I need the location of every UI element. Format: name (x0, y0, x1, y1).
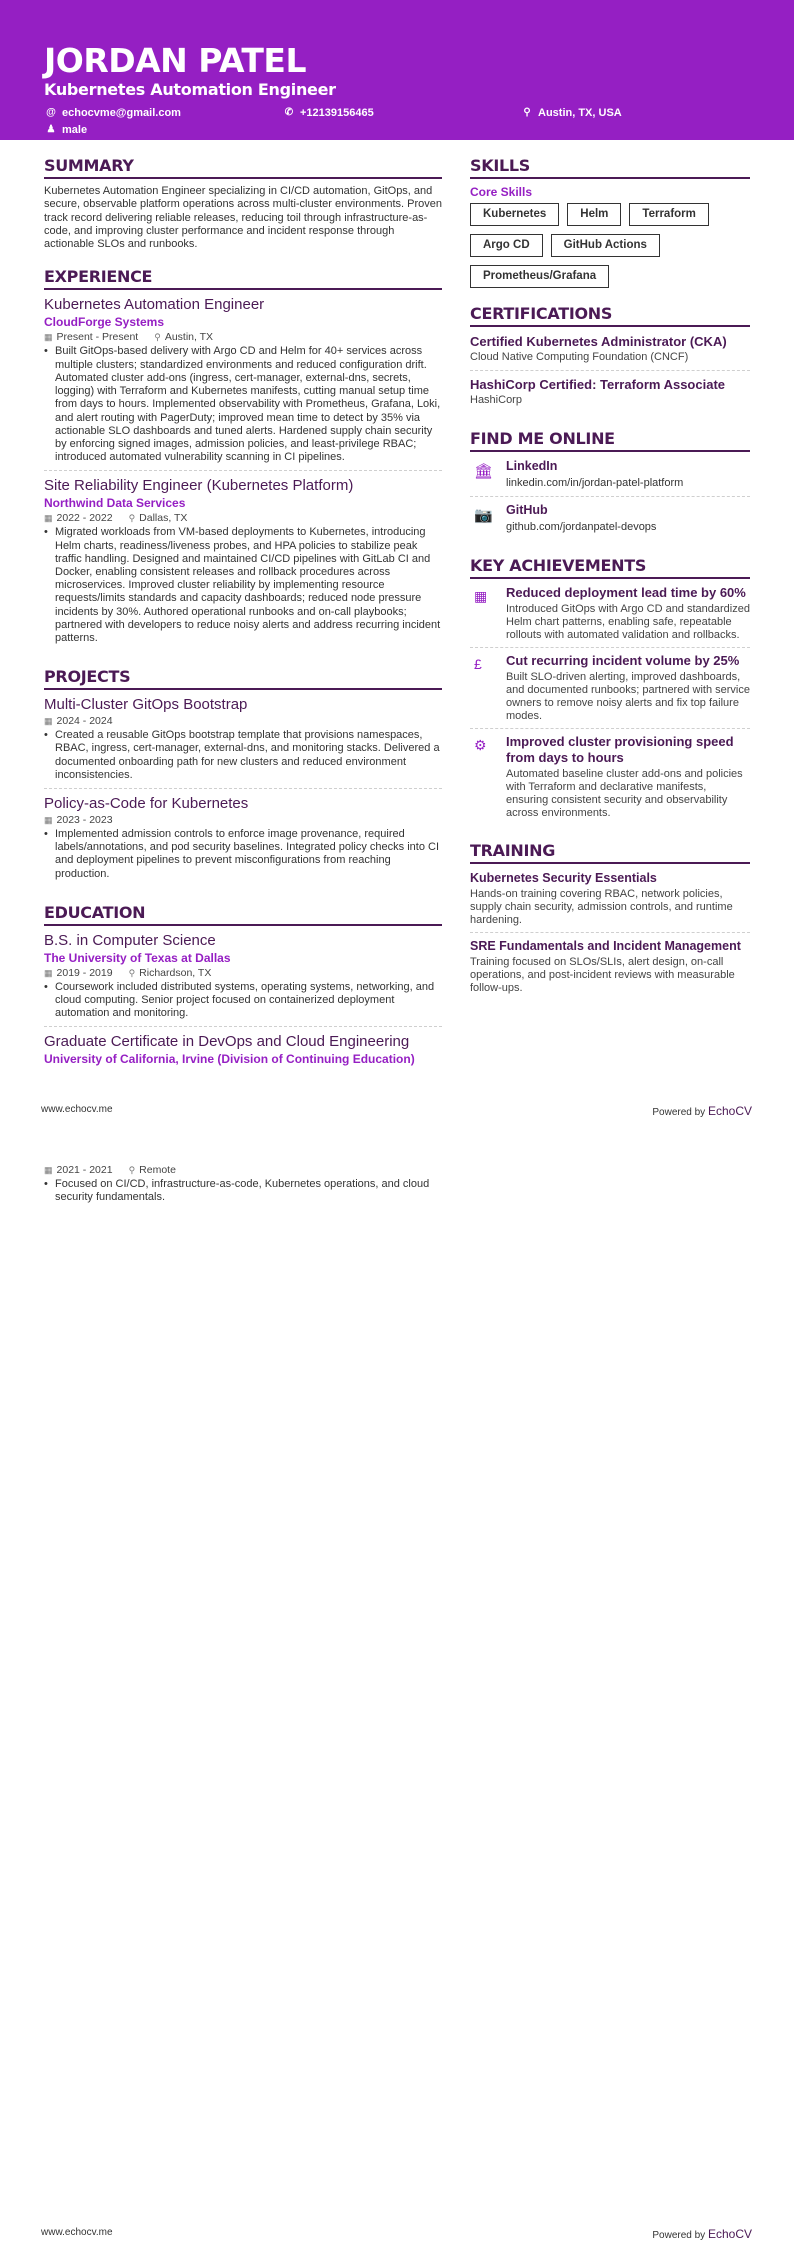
skill-chip: Kubernetes (470, 203, 559, 226)
project-title: Multi-Cluster GitOps Bootstrap (44, 696, 248, 714)
training-entry (470, 870, 750, 933)
section-heading: SUMMARY (44, 156, 442, 179)
education-entry-continued (44, 1163, 442, 1204)
entry-meta (44, 1164, 442, 1177)
footer-powered (652, 1104, 752, 1118)
building-icon: ▦ (474, 588, 488, 604)
contact-list (44, 104, 750, 138)
calendar-icon: ▦ (44, 1165, 53, 1175)
calendar-icon: ▦ (44, 814, 53, 825)
achievement-desc: Introduced GitOps with Argo CD and standardized Helm chart patterns, enabling safe, repeatable rollouts with automated validation and rollbacks. (506, 603, 750, 641)
skill-chip: GitHub Actions (551, 234, 660, 257)
achievement-entry (470, 585, 750, 648)
link-name: LinkedIn (506, 459, 558, 473)
camera-icon: 📷 (474, 507, 493, 524)
powered-label: Powered by (652, 1107, 706, 1118)
entry-meta (44, 967, 442, 980)
cert-issuer: Cloud Native Computing Foundation (CNCF) (470, 351, 689, 363)
experience-section (44, 267, 442, 651)
section-heading: CERTIFICATIONS (470, 304, 750, 327)
cert-name: Certified Kubernetes Administrator (CKA) (470, 334, 727, 349)
entry-meta (44, 512, 442, 525)
achievement-entry (470, 653, 750, 729)
link-url[interactable]: github.com/jordanpatel-devops (506, 521, 657, 533)
achievement-entry (470, 734, 750, 825)
cert-issuer: HashiCorp (470, 394, 522, 406)
achievement-title: Reduced deployment lead time by 60% (506, 585, 746, 600)
contact-email[interactable] (44, 104, 282, 121)
skill-chip: Terraform (629, 203, 708, 226)
skill-chip: Argo CD (470, 234, 543, 257)
experience-entry (44, 477, 442, 651)
training-desc: Hands-on training covering RBAC, network policies, supply chain security, admission controls, and runtime hardening. (470, 888, 733, 926)
location: Austin, TX (164, 331, 214, 344)
training-name: SRE Fundamentals and Incident Management (470, 939, 741, 953)
training-name: Kubernetes Security Essentials (470, 871, 657, 885)
location-icon: ⚲ (128, 1165, 136, 1175)
brand-name: EchoCV (707, 1104, 752, 1118)
dates: 2019 - 2019 (56, 966, 113, 979)
achievement-title: Improved cluster provisioning speed from days to hours (506, 734, 734, 765)
cert-name: HashiCorp Certified: Terraform Associate (470, 377, 726, 392)
phone-value: +12139156465 (300, 106, 374, 119)
contact-gender (44, 121, 282, 138)
project-entry (44, 795, 442, 887)
section-heading: KEY ACHIEVEMENTS (470, 556, 750, 579)
gender-value: male (62, 123, 88, 136)
phone-icon: ✆ (284, 107, 294, 118)
training-desc: Training focused on SLOs/SLIs, alert design, on-call operations, and post-incident reviews with measurable follow-ups. (470, 956, 735, 994)
bullet-item: • Focused on CI/CD, infrastructure-as-code, Kubernetes operations, and cloud security fundamentals. (44, 1178, 442, 1204)
right-column (470, 156, 750, 1016)
online-section (470, 429, 750, 540)
page-footer (41, 1104, 752, 1118)
achievement-desc: Built SLO-driven alerting, improved dashboards, and documented runbooks; partnered with service owners to remove noisy alerts and fix top failure modes. (506, 671, 750, 722)
bullet-item: • Coursework included distributed systems, operating systems, networking, and cloud computing. Senior project focused on containerized deployment automation and monitoring. (44, 981, 442, 1021)
achievement-desc: Automated baseline cluster add-ons and policies with Terraform and declarative manifests, ensuring consistent security and observability across environments. (506, 768, 743, 819)
location: Richardson, TX (139, 966, 212, 979)
entry-meta (44, 715, 442, 728)
section-heading: FIND ME ONLINE (470, 429, 750, 452)
section-heading: EXPERIENCE (44, 267, 442, 290)
dates: Present - Present (56, 331, 139, 344)
school-name: University of California, Irvine (Division of Continuing Education) (44, 1052, 415, 1067)
left-column (44, 156, 442, 1089)
training-section (470, 841, 750, 1000)
footer-site-link[interactable]: www.echocv.me (41, 2227, 113, 2238)
experience-entry (44, 296, 442, 471)
profile-link-linkedin[interactable] (470, 458, 750, 497)
achievement-title: Cut recurring incident volume by 25% (506, 653, 740, 668)
section-heading: SKILLS (470, 156, 750, 179)
education-entry (44, 1033, 442, 1073)
dates: 2024 - 2024 (56, 715, 113, 728)
projects-section (44, 667, 442, 887)
powered-label: Powered by (652, 2230, 706, 2241)
contact-location (520, 104, 758, 121)
footer-powered (652, 2227, 752, 2241)
summary-section (44, 156, 442, 251)
dates: 2022 - 2022 (56, 512, 113, 525)
link-name: GitHub (506, 503, 548, 517)
footer-site-link[interactable]: www.echocv.me (41, 1104, 113, 1115)
candidate-name: JORDAN PATEL (44, 41, 306, 80)
skill-chip: Prometheus/Grafana (470, 265, 609, 288)
company-name: CloudForge Systems (44, 315, 165, 330)
company-name: Northwind Data Services (44, 496, 186, 511)
brand-name: EchoCV (707, 2227, 752, 2241)
job-title: Kubernetes Automation Engineer (44, 296, 265, 314)
project-entry (44, 696, 442, 789)
education-section (44, 903, 442, 1074)
location: Remote (139, 1164, 176, 1176)
skill-group-title: Core Skills (470, 185, 533, 199)
entry-meta (44, 814, 442, 827)
calendar-icon: ▦ (44, 716, 53, 727)
section-heading: PROJECTS (44, 667, 442, 690)
summary-text: Kubernetes Automation Engineer specializing in CI/CD automation, GitOps, and secure, observable platform operations across multi-cluster environments. Proven track record delivering reliable releases, reducing toil through infrastructure-as-code, and improving cluster performance and incident response through actionable SLOs and runbooks. (44, 185, 443, 251)
calendar-icon: ▦ (44, 513, 53, 524)
bullet-item: • Built GitOps-based delivery with Argo CD and Helm for 40+ services across multiple clusters; standardized environments and reduced configuration drift. Automated cluster add-ons (ingress, cert-manager, external-dns, secrets, logging) with Terraform and Kubernetes manifests, cutting manual setup time from days to hours. Implemented observability with Prometheus, Grafana, Loki, and alert routing with PagerDuty; improved mean time to detect by 35% via actionable SLO dashboards and tuned alerts. Hardened supply chain security by enforcing signed images, admission policies, and least-privilege RBAC; introduced automated vulnerability scanning in CI pipelines. (44, 345, 442, 464)
bullet-item: • Implemented admission controls to enforce image provenance, required labels/annotations, and pod security baselines. Integrated policy checks into CI and deployment pipelines to prevent misconfigurations from reaching production. (44, 828, 442, 881)
section-heading: TRAINING (470, 841, 750, 864)
location-icon: ⚲ (523, 107, 531, 118)
profile-link-github[interactable] (470, 502, 750, 540)
skill-chip: Helm (567, 203, 621, 226)
calendar-icon: ▦ (44, 332, 53, 343)
education-entry (44, 932, 442, 1028)
bullet-item: • Created a reusable GitOps bootstrap template that provisions namespaces, RBAC, ingress, cert-manager, external-dns, and monitoring stacks. Delivered a documented onboarding path for new clusters and reduced environment inconsistencies. (44, 729, 442, 782)
contact-phone[interactable] (282, 104, 520, 121)
link-url[interactable]: linkedin.com/in/jordan-patel-platform (506, 477, 684, 489)
location-value: Austin, TX, USA (538, 106, 622, 119)
degree-title: B.S. in Computer Science (44, 931, 216, 949)
email-value: echocvme@gmail.com (62, 106, 181, 119)
location-icon: ⚲ (128, 967, 136, 978)
at-icon: @ (46, 107, 56, 118)
location-icon: ⚲ (154, 332, 161, 343)
gear-icon: ⚙ (474, 737, 487, 753)
dates: 2021 - 2021 (56, 1164, 113, 1176)
location-icon: ⚲ (128, 513, 136, 524)
bank-icon: 🏛 (474, 463, 494, 480)
school-name: The University of Texas at Dallas (44, 950, 231, 965)
resume-header (0, 0, 794, 140)
certification-entry (470, 376, 750, 413)
entry-meta (44, 331, 442, 344)
skill-chips (470, 203, 750, 288)
degree-title: Graduate Certificate in DevOps and Cloud Engineering (44, 1033, 410, 1051)
person-icon: ♟ (46, 124, 56, 135)
candidate-title: Kubernetes Automation Engineer (44, 80, 336, 99)
achievements-section (470, 556, 750, 825)
skills-section (470, 156, 750, 288)
training-entry (470, 938, 750, 1000)
bullet-item: • Migrated workloads from VM-based deployments to Kubernetes, introducing Helm charts, readiness/liveness probes, and HPA policies to stabilize peak traffic handling. Designed and maintained CI/CD pipelines with GitLab CI and Docker, enabling consistent releases and rollback procedures across microservices. Improved cluster reliability by implementing resource requests/limits standards and capacity dashboards; reduced node pressure incidents by 30%. Authored operational runbooks and on-call playbooks; partnered with developers to reduce noisy alerts and address recurring incident patterns. (44, 526, 442, 645)
pound-icon: £ (474, 656, 482, 672)
project-title: Policy-as-Code for Kubernetes (44, 794, 249, 812)
certification-entry (470, 333, 750, 371)
job-title: Site Reliability Engineer (Kubernetes Platform) (44, 477, 354, 495)
certifications-section (470, 304, 750, 413)
dates: 2023 - 2023 (56, 813, 113, 826)
calendar-icon: ▦ (44, 967, 53, 978)
section-heading: EDUCATION (44, 903, 442, 926)
location: Dallas, TX (139, 512, 188, 525)
page-footer (41, 2227, 752, 2241)
